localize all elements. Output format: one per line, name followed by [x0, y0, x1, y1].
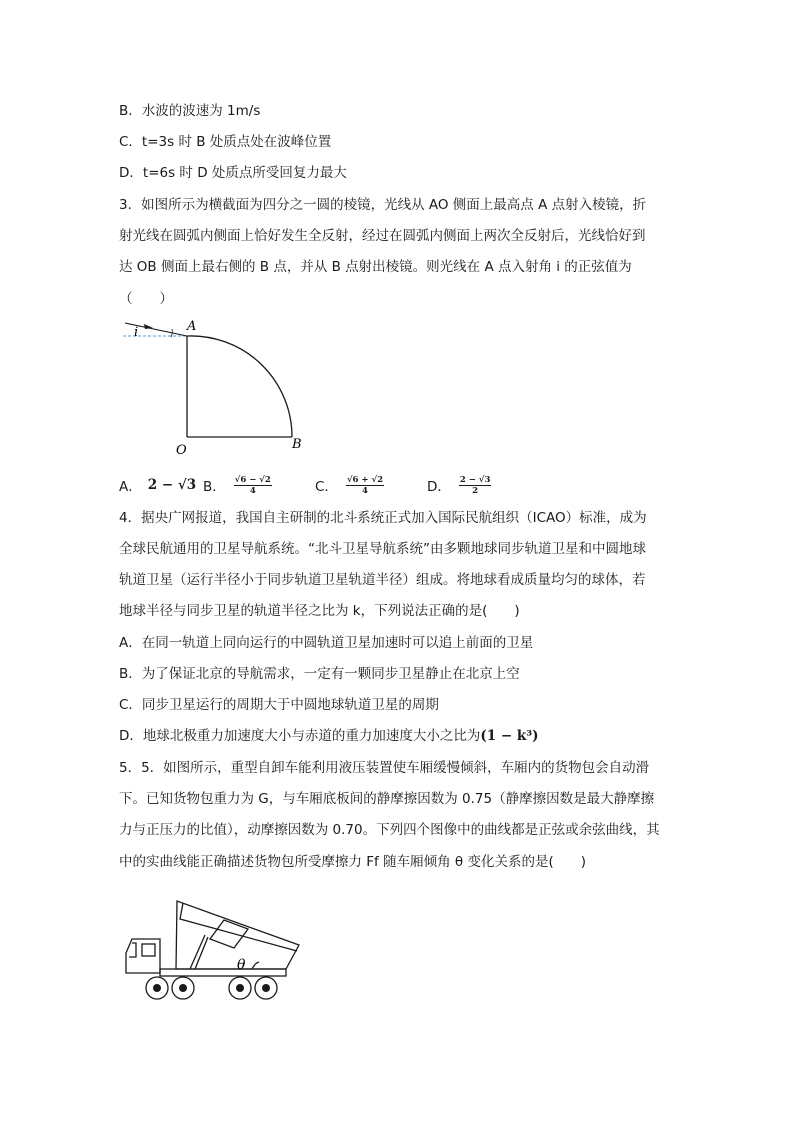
choice-c-numerator: √6 + √2 [346, 474, 383, 485]
label-i: i [134, 325, 139, 340]
choice-d-numerator: 2 − √3 [459, 474, 491, 485]
q4-stem-line1: 4．据央广网报道，我国自主研制的北斗系统正式加入国际民航组织（ICAO）标准，成为 [119, 510, 647, 526]
q3-choices [119, 472, 679, 498]
q4-option-c: C．同步卫星运行的周期大于中圆地球轨道卫星的周期 [119, 697, 439, 713]
q4-option-a: A．在同一轨道上同向运行的中圆轨道卫星加速时可以追上前面的卫星 [119, 635, 534, 651]
choice-b-label: B． [203, 479, 226, 495]
dump-truck-figure [120, 893, 305, 1005]
q4-option-d-text: D．地球北极重力加速度大小与赤道的重力加速度大小之比为 [119, 728, 481, 744]
cab-side-window [142, 944, 155, 956]
truck-chassis [160, 969, 286, 976]
q3-stem-line1: 3．如图所示为横截面为四分之一圆的棱镜，光线从 AO 侧面上最高点 A 点射入棱镜，折 [119, 197, 647, 213]
choice-a-math: 2 − √3 [147, 477, 197, 493]
q3-stem-line2: 射光线在圆弧内侧面上恰好发生全反射，经过在圆弧内侧面上两次全反射后，光线恰好到 [119, 228, 646, 244]
prism-figure [119, 316, 309, 458]
q3-choice-d [427, 472, 491, 498]
q4-option-b: B．为了保证北京的导航需求，一定有一颗同步卫星静止在北京上空 [119, 666, 520, 682]
label-o: O [176, 443, 187, 458]
prism-arc [187, 336, 292, 437]
dump-box-inner [180, 903, 297, 951]
q3-choice-b [203, 472, 272, 498]
choice-c-fraction [346, 475, 384, 496]
choice-b-fraction [234, 475, 272, 496]
choice-c-label: C． [315, 479, 338, 495]
q4-stem-line2: 全球民航通用的卫星导航系统。“北斗卫星导航系统”由多颗地球同步轨道卫星和中圆地球 [119, 541, 646, 557]
q2-option-c: C．t=3s 时 B 处质点处在波峰位置 [119, 134, 332, 150]
q4-stem-line4: 地球半径与同步卫星的轨道半径之比为 k，下列说法正确的是( ) [119, 603, 520, 619]
q3-stem-line3: 达 OB 侧面上最右侧的 B 点，并从 B 点射出棱镜。则光线在 A 点入射角 i 的正弦值为 [119, 259, 632, 275]
q5-stem-line1: 5．5．如图所示，重型自卸车能利用液压装置使车厢缓慢倾斜，车厢内的货物包会自动滑 [119, 760, 650, 776]
tilt-angle-arc [252, 962, 259, 969]
choice-b-numerator: √6 − √2 [234, 474, 271, 485]
q4-option-d-math: (1 − k³) [480, 728, 539, 744]
q4-stem-line3: 轨道卫星（运行半径小于同步轨道卫星轨道半径）组成。将地球看成质量均匀的球体，若 [119, 572, 646, 588]
q5-stem-line2: 下。已知货物包重力为 G，与车厢底板间的静摩擦因数为 0.75（静摩擦因数是最大静摩擦 [119, 791, 655, 807]
q2-option-d: D．t=6s 时 D 处质点所受回复力最大 [119, 165, 347, 181]
q5-stem-line3: 力与正压力的比值），动摩擦因数为 0.70。下列四个图像中的曲线都是正弦或余弦曲线，其 [119, 822, 660, 838]
q3-choice-c [315, 472, 384, 498]
choice-a-label: A． [119, 479, 142, 495]
label-b: B [292, 437, 302, 452]
choice-d-denominator: 2 [472, 485, 479, 496]
q5-stem-line4: 中的实曲线能正确描述货物包所受摩擦力 Ff 随车厢倾角 θ 变化关系的是( ) [119, 854, 586, 870]
q3-answer-blank: （ ） [119, 291, 173, 307]
q4-option-d [119, 726, 539, 746]
choice-d-label: D． [427, 479, 451, 495]
label-theta: θ [237, 957, 246, 973]
label-a: A [187, 319, 197, 334]
choice-b-denominator: 4 [249, 485, 256, 496]
choice-c-denominator: 4 [362, 485, 368, 496]
choice-d-fraction [459, 475, 491, 496]
q3-choice-a [119, 472, 196, 498]
q2-option-b: B．水波的波速为 1m/s [119, 103, 261, 119]
